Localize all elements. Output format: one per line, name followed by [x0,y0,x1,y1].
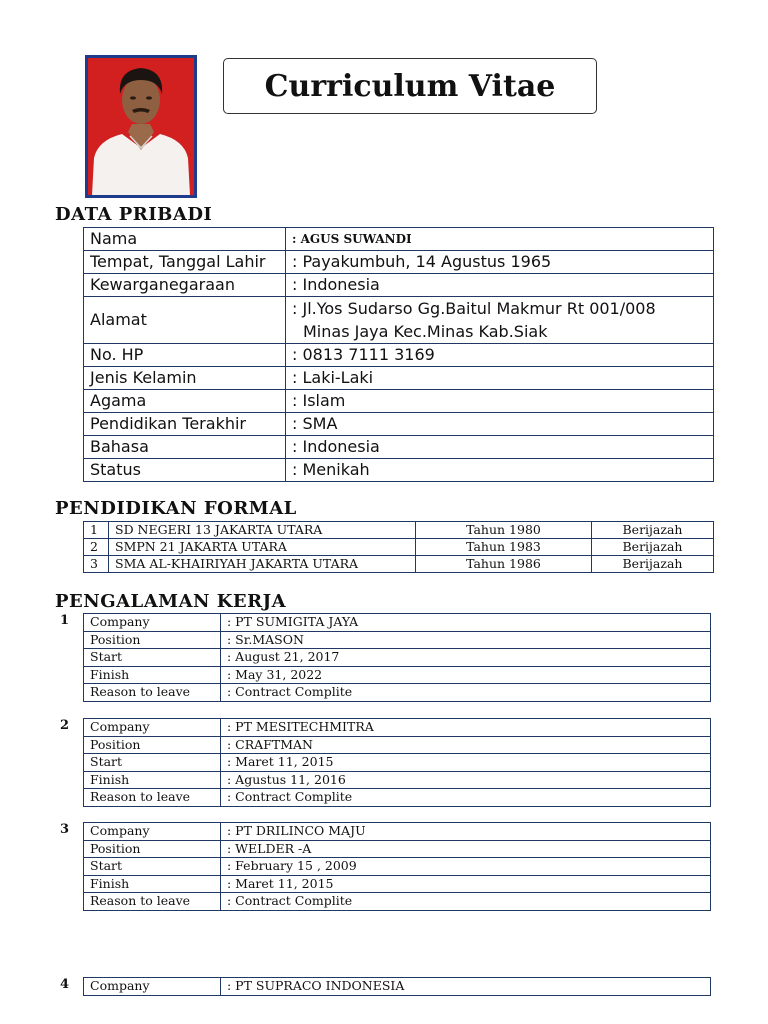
table-row [84,631,711,649]
address-line-1: : Jl.Yos Sudarso Gg.Baitul Makmur Rt 001/008 [292,299,656,318]
table-row [84,344,714,367]
edu-certificate: Berijazah [592,556,714,573]
table-row [84,719,711,737]
reason-label: Reason to leave [84,684,221,702]
field-value: : Laki-Laki [286,367,714,390]
position-label: Position [84,736,221,754]
table-row [84,736,711,754]
position-value: : Sr.MASON [221,631,711,649]
field-label: Nama [84,228,286,251]
job-number: 4 [60,977,70,992]
job-table-4 [83,977,711,996]
table-row [84,875,711,893]
reason-label: Reason to leave [84,893,221,911]
start-label: Start [84,858,221,876]
table-row [84,840,711,858]
start-value: : Maret 11, 2015 [221,754,711,772]
address-value [286,297,714,344]
job-number: 2 [60,718,70,733]
job-number: 1 [60,613,70,628]
edu-school: SMA AL-KHAIRIYAH JAKARTA UTARA [109,556,416,573]
finish-label: Finish [84,875,221,893]
edu-year: Tahun 1983 [416,539,592,556]
address-line-2: Minas Jaya Kec.Minas Kab.Siak [303,322,548,341]
reason-value: : Contract Complite [221,893,711,911]
start-value: : August 21, 2017 [221,649,711,667]
reason-value: : Contract Complite [221,684,711,702]
table-row [84,459,714,482]
job-number: 3 [60,822,70,837]
table-row [84,771,711,789]
table-row [84,297,714,344]
section-heading-education: PENDIDIKAN FORMAL [55,498,297,519]
field-value: : Payakumbuh, 14 Agustus 1965 [286,251,714,274]
reason-label: Reason to leave [84,789,221,807]
section-heading-experience: PENGALAMAN KERJA [55,591,287,612]
table-row [84,228,714,251]
start-value: : February 15 , 2009 [221,858,711,876]
name-value: : AGUS SUWANDI [286,228,714,251]
field-label: Agama [84,390,286,413]
field-label: Jenis Kelamin [84,367,286,390]
field-value: : 0813 7111 3169 [286,344,714,367]
edu-certificate: Berijazah [592,539,714,556]
education-table [83,521,714,573]
field-value: : Indonesia [286,436,714,459]
field-label: Status [84,459,286,482]
job-table-3 [83,822,711,911]
position-label: Position [84,840,221,858]
table-row [84,436,714,459]
company-label: Company [84,823,221,841]
table-row [84,614,711,632]
table-row [84,390,714,413]
start-label: Start [84,649,221,667]
table-row [84,274,714,297]
finish-value: : Maret 11, 2015 [221,875,711,893]
finish-label: Finish [84,771,221,789]
finish-label: Finish [84,666,221,684]
position-value: : CRAFTMAN [221,736,711,754]
table-row [84,789,711,807]
company-value: : PT SUPRACO INDONESIA [221,978,711,996]
edu-number: 2 [84,539,109,556]
start-label: Start [84,754,221,772]
personal-data-table [83,227,714,482]
table-row [84,556,714,573]
company-label: Company [84,719,221,737]
reason-value: : Contract Complite [221,789,711,807]
company-value: : PT DRILINCO MAJU [221,823,711,841]
cv-title: Curriculum Vitae [223,58,597,114]
company-value: : PT SUMIGITA JAYA [221,614,711,632]
person-photo-icon [88,58,194,195]
table-row [84,823,711,841]
profile-photo [85,55,197,198]
table-row [84,539,714,556]
edu-number: 3 [84,556,109,573]
field-value: : SMA [286,413,714,436]
table-row [84,893,711,911]
table-row [84,754,711,772]
table-row [84,522,714,539]
field-value: : Menikah [286,459,714,482]
position-label: Position [84,631,221,649]
table-row [84,413,714,436]
company-value: : PT MESITECHMITRA [221,719,711,737]
edu-school: SD NEGERI 13 JAKARTA UTARA [109,522,416,539]
table-row [84,978,711,996]
edu-year: Tahun 1986 [416,556,592,573]
position-value: : WELDER -A [221,840,711,858]
job-table-1 [83,613,711,702]
field-label: Pendidikan Terakhir [84,413,286,436]
company-label: Company [84,614,221,632]
field-value: : Islam [286,390,714,413]
edu-school: SMPN 21 JAKARTA UTARA [109,539,416,556]
edu-year: Tahun 1980 [416,522,592,539]
edu-number: 1 [84,522,109,539]
field-label: Alamat [84,297,286,344]
section-heading-personal: DATA PRIBADI [55,204,213,225]
table-row [84,367,714,390]
field-label: Bahasa [84,436,286,459]
table-row [84,649,711,667]
field-label: Kewarganegaraan [84,274,286,297]
table-row [84,684,711,702]
table-row [84,858,711,876]
finish-value: : Agustus 11, 2016 [221,771,711,789]
edu-certificate: Berijazah [592,522,714,539]
job-table-2 [83,718,711,807]
table-row [84,666,711,684]
field-value: : Indonesia [286,274,714,297]
company-label: Company [84,978,221,996]
table-row [84,251,714,274]
field-label: No. HP [84,344,286,367]
field-label: Tempat, Tanggal Lahir [84,251,286,274]
finish-value: : May 31, 2022 [221,666,711,684]
